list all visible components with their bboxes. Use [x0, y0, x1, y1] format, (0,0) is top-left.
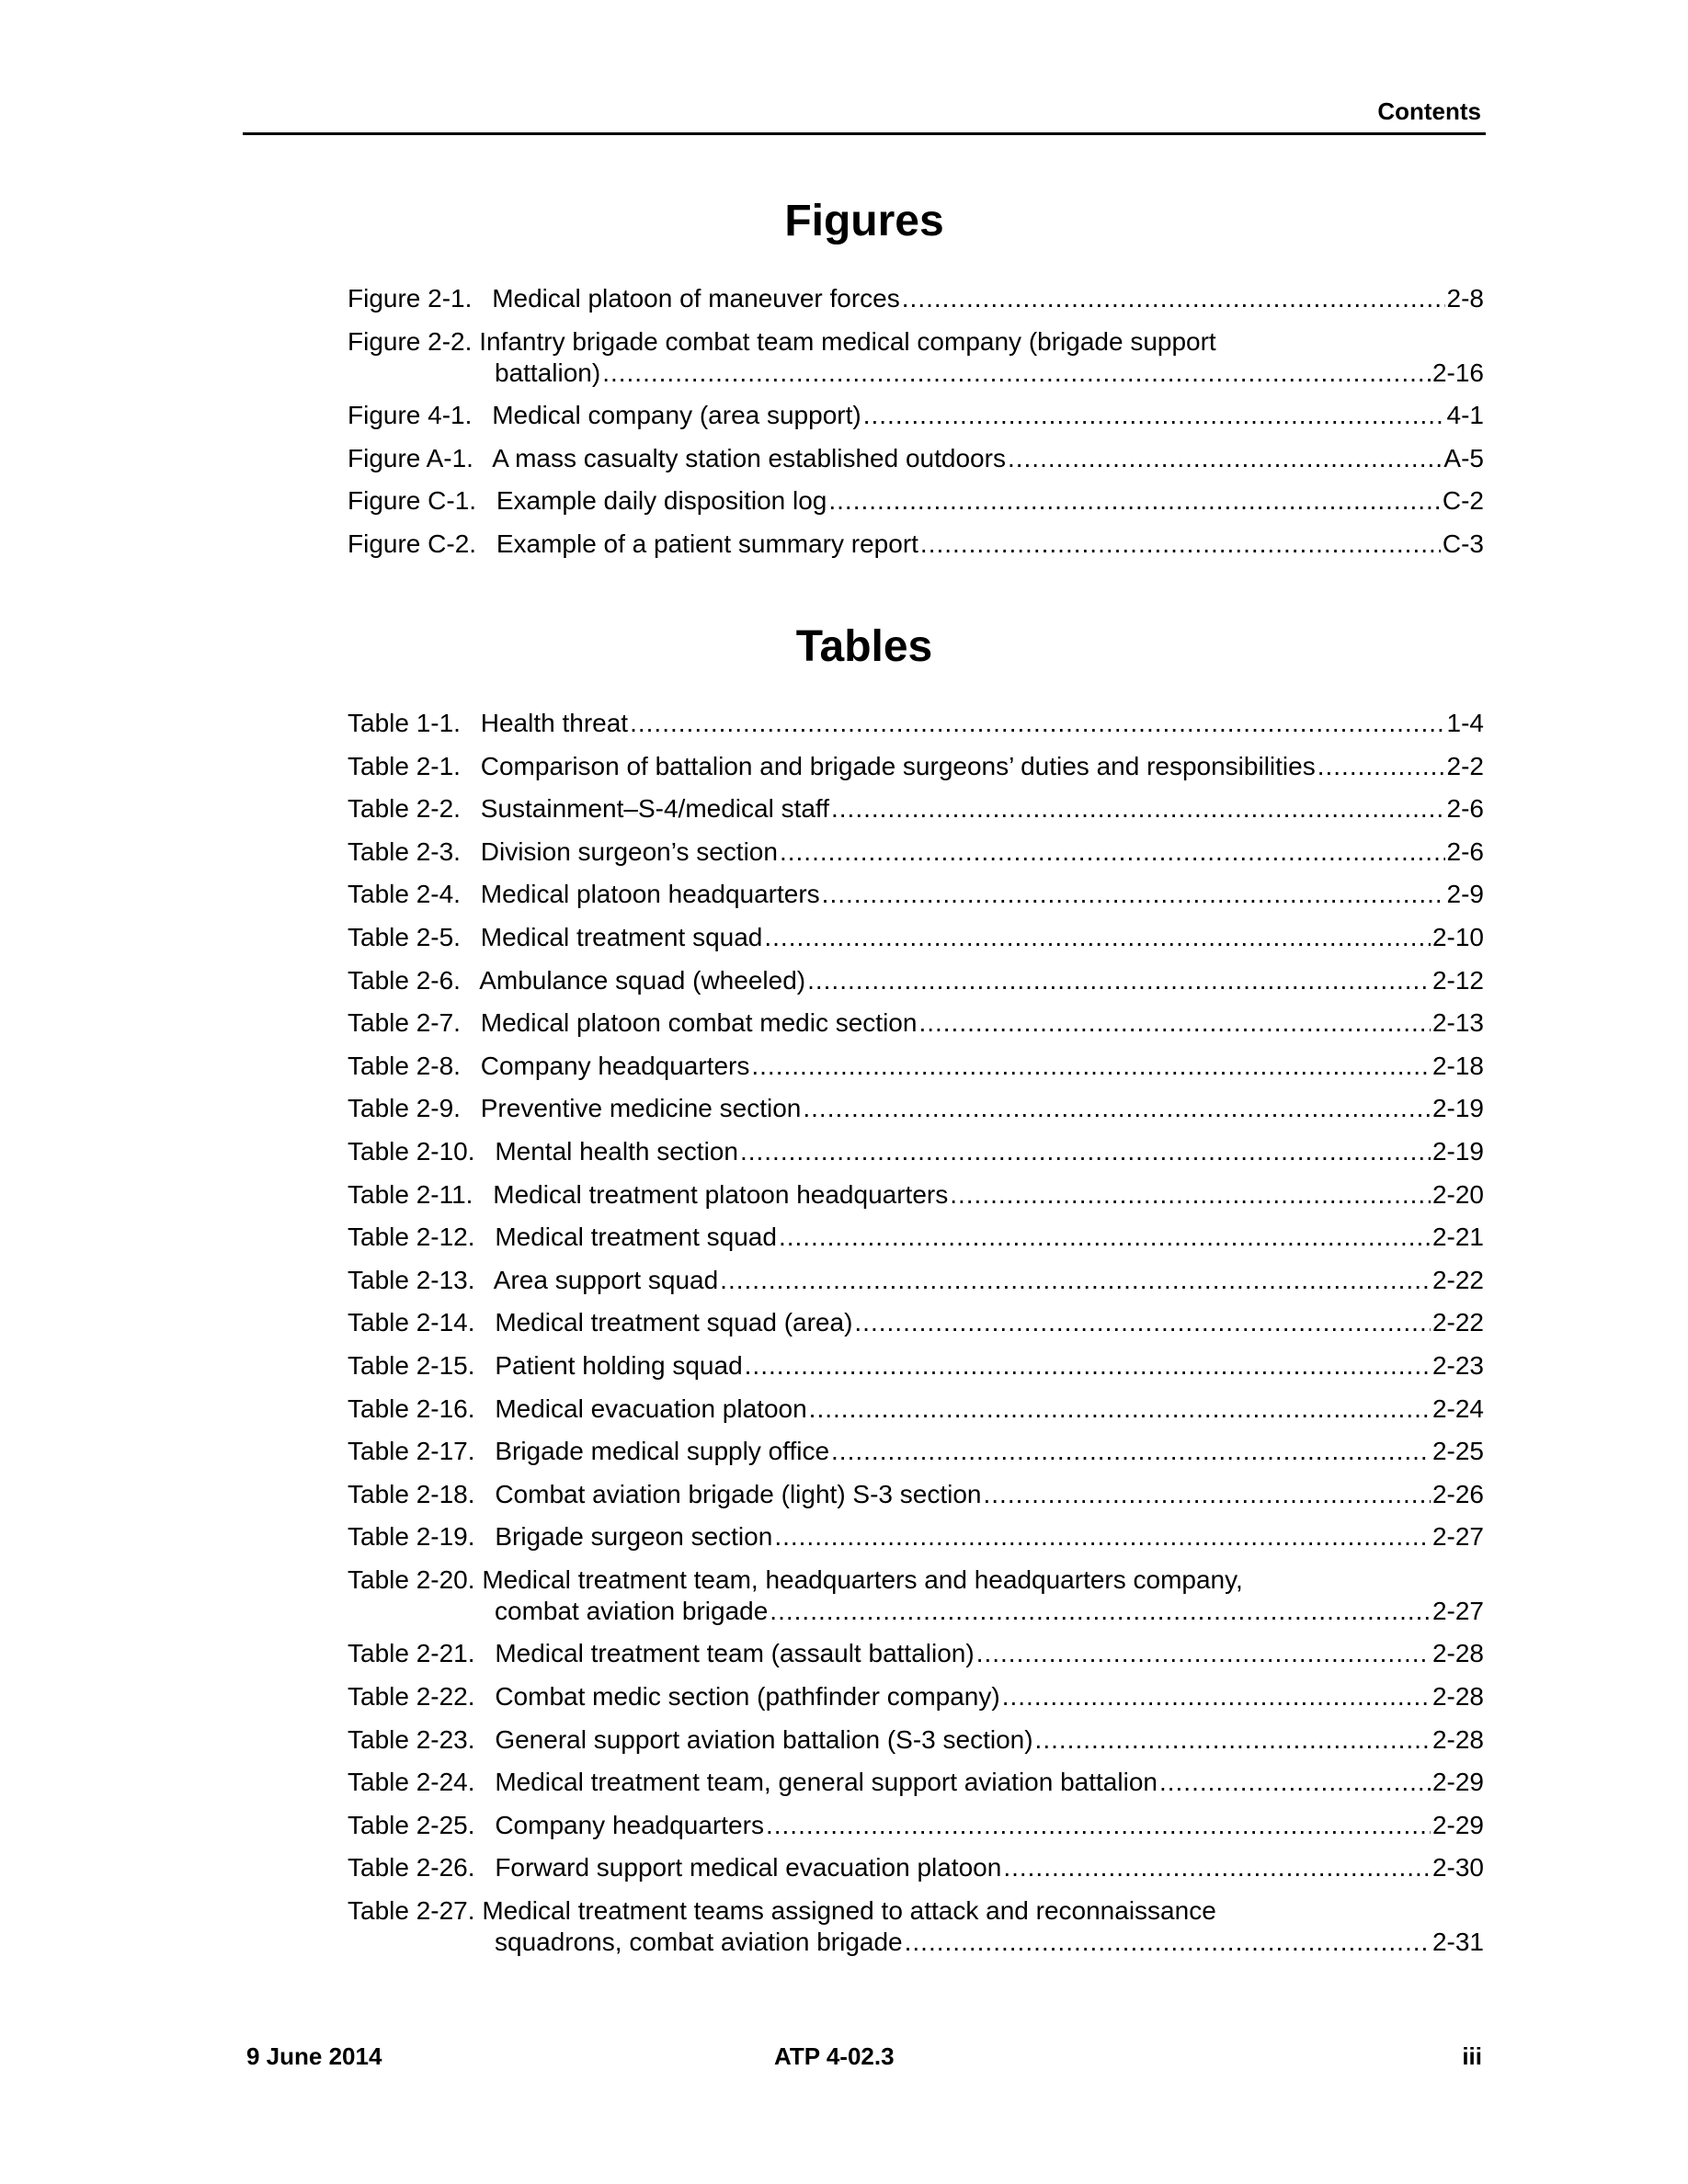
dot-leader — [983, 1479, 1430, 1510]
dot-leader — [976, 1638, 1431, 1669]
dot-leader — [831, 793, 1445, 825]
entry-title: Area support squad — [493, 1265, 719, 1294]
entry-label: Table 2-22. — [348, 1682, 475, 1712]
footer-date: 9 June 2014 — [246, 2042, 382, 2070]
entry-page-number: C-3 — [1442, 529, 1484, 558]
entry-label: Table 2-12. — [348, 1223, 475, 1252]
entry-label: Table 2-16. — [348, 1393, 475, 1423]
entry-title: Infantry brigade combat team medical company (brigade support — [479, 326, 1216, 356]
entry-first-line — [348, 1895, 1484, 1927]
entry-title: Brigade surgeon section — [495, 1522, 773, 1552]
table-entry[interactable] — [348, 1479, 1484, 1510]
dot-leader — [1003, 1852, 1431, 1883]
entry-page-number: 2-10 — [1431, 922, 1484, 951]
dot-leader — [764, 922, 1431, 953]
entry-label: Table 2-20. — [348, 1564, 475, 1594]
entry-title: Division surgeon’s section — [480, 836, 778, 866]
dot-leader — [950, 1179, 1431, 1211]
dot-leader — [863, 400, 1445, 431]
entry-label: Figure A-1. — [348, 443, 473, 472]
table-entry[interactable] — [348, 708, 1484, 739]
entry-label: Table 2-23. — [348, 1724, 475, 1754]
entry-title-continued: squadrons, combat aviation brigade — [495, 1928, 903, 1957]
dot-leader — [822, 879, 1445, 910]
entry-label: Figure 2-1. — [348, 284, 473, 313]
entry-page-number: 2-12 — [1431, 965, 1484, 995]
entry-title-continued: combat aviation brigade — [495, 1596, 769, 1625]
entry-page-number: 2-28 — [1431, 1682, 1484, 1712]
entry-title: Combat medic section (pathfinder company) — [495, 1682, 1000, 1712]
dot-leader — [780, 836, 1445, 868]
entry-first-line — [348, 1564, 1484, 1596]
entry-title: Mental health section — [495, 1136, 738, 1166]
dot-leader — [770, 1596, 1431, 1627]
entry-title: Example daily disposition log — [496, 486, 827, 516]
table-entry[interactable] — [348, 836, 1484, 868]
entry-label: Table 2-6. — [348, 965, 461, 995]
footer-page-number: iii — [1462, 2042, 1482, 2070]
entry-label: Table 2-5. — [348, 922, 461, 951]
dot-leader — [828, 485, 1441, 517]
page-footer — [246, 2042, 1482, 2072]
entry-page-number: A-5 — [1443, 443, 1484, 472]
dot-leader — [602, 358, 1431, 389]
dot-leader — [902, 283, 1445, 314]
entry-label: Table 2-11. — [348, 1179, 473, 1209]
table-entry[interactable] — [348, 1638, 1484, 1669]
entry-page-number: 2-25 — [1431, 1437, 1484, 1466]
figure-entry[interactable] — [348, 400, 1484, 431]
entry-page-number: 2-18 — [1431, 1051, 1484, 1080]
entry-title: Medical treatment platoon headquarters — [493, 1179, 949, 1209]
entry-label: Table 1-1. — [348, 709, 461, 737]
entry-first-line — [348, 326, 1484, 358]
figures-heading: Figures — [784, 197, 944, 245]
entry-label: Table 2-17. — [348, 1437, 475, 1466]
tables-list — [348, 708, 1484, 1970]
entry-page-number: 2-21 — [1431, 1223, 1484, 1252]
table-entry[interactable] — [348, 1222, 1484, 1253]
entry-title: Preventive medicine section — [480, 1094, 802, 1123]
table-entry[interactable] — [348, 1564, 1484, 1627]
table-entry[interactable] — [348, 1895, 1484, 1958]
table-entry[interactable] — [348, 922, 1484, 953]
table-entry[interactable] — [348, 1767, 1484, 1798]
dot-leader — [1035, 1724, 1431, 1756]
entry-title: Forward support medical evacuation platoon — [495, 1853, 1002, 1883]
table-entry[interactable] — [348, 1810, 1484, 1841]
entry-title: Medical treatment team (assault battalion) — [495, 1639, 975, 1668]
entry-title: Medical treatment team, general support aviation battalion — [495, 1768, 1158, 1797]
dot-leader — [809, 1393, 1431, 1425]
entry-page-number: 2-27 — [1431, 1596, 1484, 1625]
entry-page-number: 2-29 — [1431, 1768, 1484, 1797]
running-head: Contents — [1377, 97, 1481, 125]
table-entry[interactable] — [348, 1265, 1484, 1296]
figure-entry[interactable] — [348, 529, 1484, 560]
dot-leader — [1002, 1681, 1431, 1712]
dot-leader — [905, 1927, 1431, 1958]
entry-page-number: 2-23 — [1431, 1350, 1484, 1380]
entry-page-number: 2-6 — [1446, 794, 1484, 824]
entry-title: Comparison of battalion and brigade surgeons’ duties and responsibilities — [480, 751, 1316, 780]
dot-leader — [803, 1093, 1431, 1124]
entry-label: Table 2-9. — [348, 1094, 461, 1123]
dot-leader — [918, 1007, 1431, 1039]
entry-page-number: 2-19 — [1431, 1136, 1484, 1166]
dot-leader — [740, 1136, 1431, 1167]
entry-title: Medical evacuation platoon — [495, 1393, 807, 1423]
entry-page-number: 2-28 — [1431, 1724, 1484, 1754]
entry-page-number: 2-22 — [1431, 1308, 1484, 1337]
entry-page-number: 2-16 — [1431, 358, 1484, 387]
table-entry[interactable] — [348, 1307, 1484, 1338]
entry-title: Medical platoon of maneuver forces — [492, 284, 900, 313]
page-header — [243, 97, 1486, 135]
table-entry[interactable] — [348, 1007, 1484, 1039]
entry-title: Medical treatment squad — [495, 1223, 777, 1252]
entry-page-number: 2-19 — [1431, 1094, 1484, 1123]
entry-label: Table 2-19. — [348, 1522, 475, 1552]
footer-publication: ATP 4-02.3 — [774, 2042, 895, 2070]
entry-label: Figure 4-1. — [348, 401, 473, 430]
entry-page-number: C-2 — [1442, 486, 1484, 516]
entry-title: Medical treatment squad (area) — [495, 1308, 853, 1337]
entry-label: Figure C-1. — [348, 486, 477, 516]
table-entry[interactable] — [348, 1350, 1484, 1382]
dot-leader — [630, 708, 1444, 739]
entry-title: Medical platoon combat medic section — [480, 1008, 918, 1038]
entry-title: Medical treatment team, headquarters and headquarters company, — [482, 1564, 1243, 1594]
entry-label: Table 2-8. — [348, 1051, 461, 1080]
dot-leader — [745, 1350, 1431, 1382]
dot-leader — [766, 1810, 1431, 1841]
table-entry[interactable] — [348, 1521, 1484, 1553]
entry-title: Company headquarters — [480, 1051, 750, 1080]
entry-label: Table 2-10. — [348, 1136, 475, 1166]
entry-page-number: 2-20 — [1431, 1179, 1484, 1209]
entry-title: Sustainment–S-4/medical staff — [480, 794, 829, 824]
entry-page-number: 2-9 — [1446, 880, 1484, 909]
figure-entry[interactable] — [348, 326, 1484, 389]
entry-page-number: 2-24 — [1431, 1393, 1484, 1423]
table-entry[interactable] — [348, 1681, 1484, 1712]
entry-page-number: 2-2 — [1446, 751, 1484, 780]
table-entry[interactable] — [348, 1093, 1484, 1124]
entry-page-number: 2-28 — [1431, 1639, 1484, 1668]
entry-page-number: 2-29 — [1431, 1810, 1484, 1839]
entry-label: Table 2-1. — [348, 751, 461, 780]
entry-label: Table 2-13. — [348, 1265, 475, 1294]
entry-page-number: 2-13 — [1431, 1008, 1484, 1038]
entry-title: Combat aviation brigade (light) S-3 section — [495, 1479, 982, 1508]
figure-entry[interactable] — [348, 283, 1484, 314]
entry-title: General support aviation battalion (S-3 section) — [495, 1724, 1033, 1754]
table-entry[interactable] — [348, 1136, 1484, 1167]
figures-list — [348, 283, 1484, 572]
table-entry[interactable] — [348, 965, 1484, 996]
entry-title: Company headquarters — [495, 1810, 764, 1839]
figure-entry[interactable] — [348, 485, 1484, 517]
dot-leader — [774, 1521, 1431, 1553]
tables-heading: Tables — [795, 622, 933, 671]
table-entry[interactable] — [348, 751, 1484, 782]
entry-page-number: 2-27 — [1431, 1522, 1484, 1552]
entry-label: Figure C-2. — [348, 529, 477, 558]
entry-page-number: 2-30 — [1431, 1853, 1484, 1883]
dot-leader — [854, 1307, 1431, 1338]
dot-leader — [831, 1436, 1431, 1467]
entry-page-number: 2-31 — [1431, 1928, 1484, 1957]
entry-title: Patient holding squad — [495, 1350, 743, 1380]
dot-leader — [779, 1222, 1431, 1253]
table-entry[interactable] — [348, 1051, 1484, 1082]
entry-title: Brigade medical supply office — [495, 1437, 830, 1466]
entry-title: Medical company (area support) — [492, 401, 861, 430]
dot-leader — [1159, 1767, 1431, 1798]
entry-label: Table 2-14. — [348, 1308, 475, 1337]
entry-label: Table 2-7. — [348, 1008, 461, 1038]
entry-label: Table 2-18. — [348, 1479, 475, 1508]
table-entry[interactable] — [348, 1179, 1484, 1211]
entry-title: Medical treatment teams assigned to attack and reconnaissance — [482, 1896, 1216, 1926]
entry-title: Medical platoon headquarters — [480, 880, 820, 909]
table-entry[interactable] — [348, 879, 1484, 910]
entry-title: Example of a patient summary report — [496, 529, 918, 558]
entry-label: Table 2-2. — [348, 794, 461, 824]
entry-title: Ambulance squad (wheeled) — [479, 965, 806, 995]
entry-title: Health threat — [480, 709, 629, 737]
entry-title: Medical treatment squad — [480, 922, 763, 951]
entry-label: Table 2-24. — [348, 1768, 475, 1797]
dot-leader — [1008, 443, 1442, 474]
entry-page-number: 2-22 — [1431, 1265, 1484, 1294]
entry-page-number: 2-6 — [1446, 836, 1484, 866]
entry-title: A mass casualty station established outdoors — [492, 443, 1006, 472]
entry-label: Figure 2-2. — [348, 326, 473, 356]
table-entry[interactable] — [348, 1724, 1484, 1756]
table-entry[interactable] — [348, 1852, 1484, 1883]
table-entry[interactable] — [348, 1436, 1484, 1467]
entry-page-number: 2-26 — [1431, 1479, 1484, 1508]
entry-label: Table 2-3. — [348, 836, 461, 866]
table-entry[interactable] — [348, 1393, 1484, 1425]
dot-leader — [1317, 751, 1445, 782]
entry-label: Table 2-25. — [348, 1810, 475, 1839]
table-entry[interactable] — [348, 793, 1484, 825]
entry-label: Table 2-21. — [348, 1639, 475, 1668]
dot-leader — [720, 1265, 1431, 1296]
entry-page-number: 1-4 — [1446, 709, 1484, 737]
entry-label: Table 2-4. — [348, 880, 461, 909]
dot-leader — [920, 529, 1441, 560]
entry-label: Table 2-26. — [348, 1853, 475, 1883]
entry-page-number: 4-1 — [1446, 401, 1484, 430]
entry-page-number: 2-8 — [1446, 284, 1484, 313]
figure-entry[interactable] — [348, 443, 1484, 474]
entry-label: Table 2-27. — [348, 1896, 475, 1926]
dot-leader — [807, 965, 1431, 996]
dot-leader — [751, 1051, 1431, 1082]
entry-label: Table 2-15. — [348, 1350, 475, 1380]
entry-title-continued: battalion) — [495, 358, 601, 387]
